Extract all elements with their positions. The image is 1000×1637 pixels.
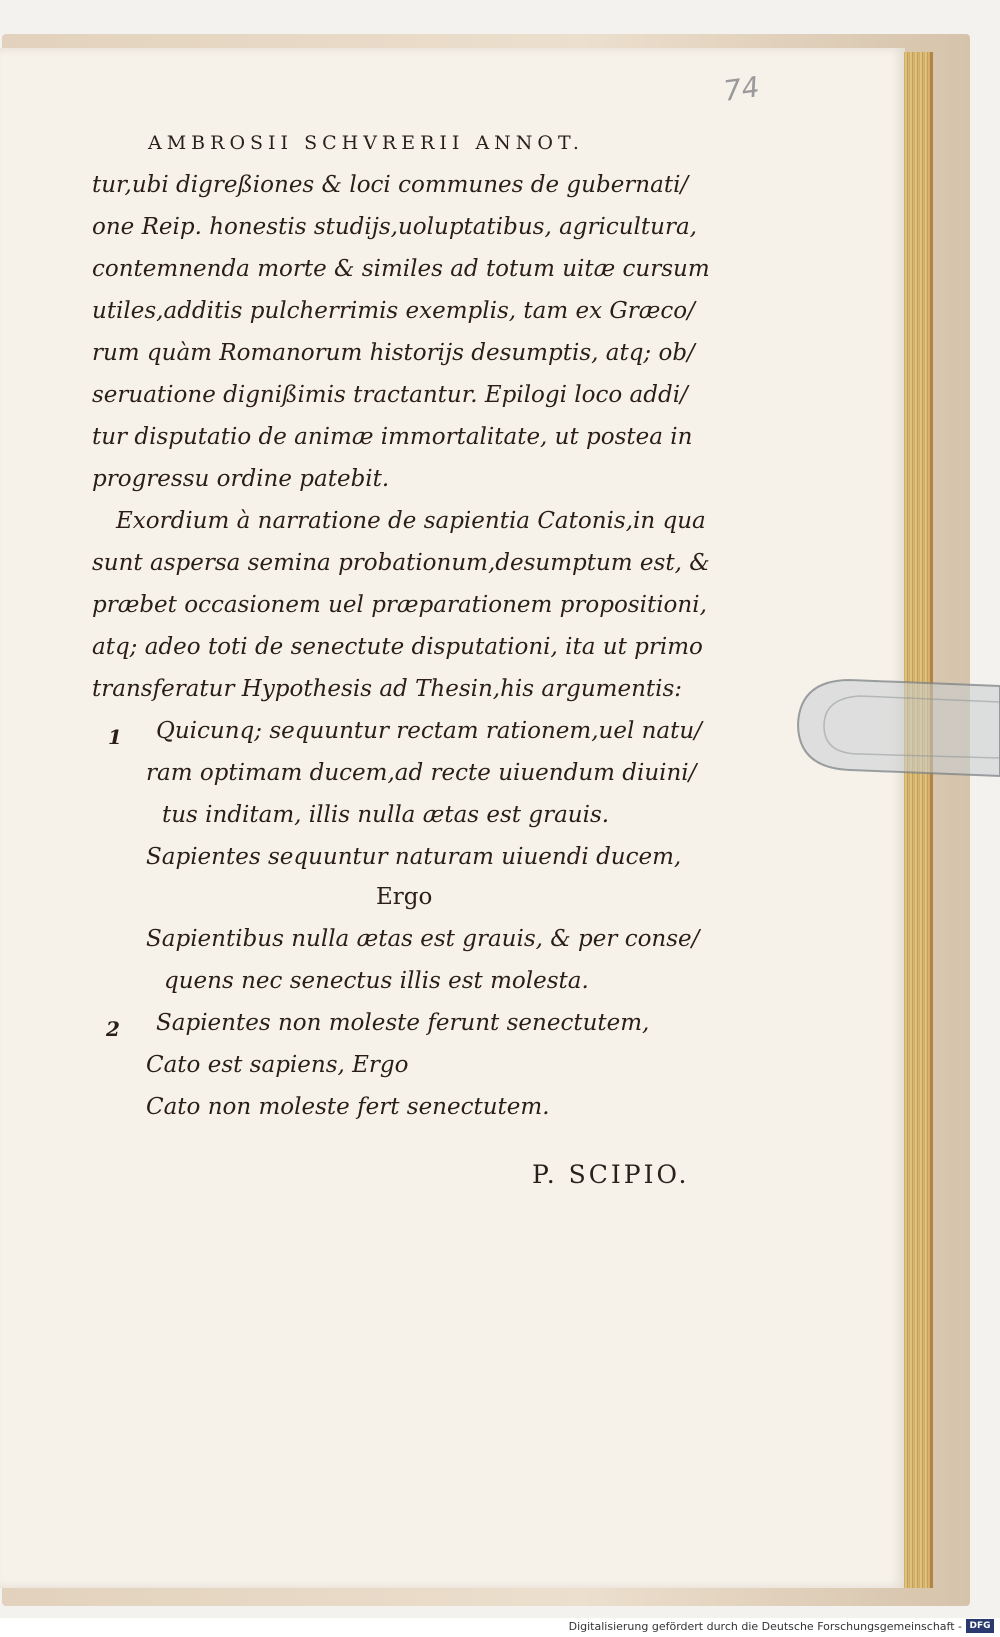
text-line: rum quàm Romanorum historijs desumptis, atq; ob/ — [92, 340, 695, 366]
text-line: progressu ordine patebit. — [92, 466, 390, 492]
text-line: utiles,additis pulcherrimis exemplis, tam ex Græco/ — [92, 298, 695, 324]
page-clip — [790, 672, 1000, 792]
text-line: Ergo — [376, 884, 433, 910]
text-line: Quicunq; sequuntur rectam rationem,uel natu/ — [156, 718, 702, 744]
footer-credit: Digitalisierung gefördert durch die Deutsche Forschungsgemeinschaft - — [568, 1620, 962, 1633]
text-line: seruatione dignißimis tractantur. Epilogi loco addi/ — [92, 382, 688, 408]
text-line: one Reip. honestis studijs,uoluptatibus, agricultura, — [92, 214, 697, 240]
text-line: Cato non moleste fert senectutem. — [146, 1094, 550, 1120]
text-line: ram optimam ducem,ad recte uiuendum diuini/ — [146, 760, 697, 786]
argument-number: 1 — [108, 725, 122, 749]
text-line: Sapientibus nulla ætas est grauis, & per conse/ — [146, 926, 700, 952]
text-line: transferatur Hypothesis ad Thesin,his argumentis: — [92, 676, 683, 702]
text-line: Exordium à narratione de sapientia Catonis,in qua — [116, 508, 706, 534]
text-line: tur,ubi digreßiones & loci communes de gubernati/ — [92, 172, 689, 198]
folio-number: 74 — [721, 70, 762, 108]
catchword: P. SCIPIO. — [532, 1160, 690, 1189]
text-line: tus inditam, illis nulla ætas est grauis. — [162, 802, 610, 828]
text-line: præbet occasionem uel præparationem propositioni, — [92, 592, 707, 618]
text-line: tur disputatio de animæ immortalitate, ut postea in — [92, 424, 693, 450]
text-line: atq; adeo toti de senectute disputationi, ita ut primo — [92, 634, 703, 660]
text-line: sunt aspersa semina probationum,desumptum est, & — [92, 550, 710, 576]
gilt-page-edge — [904, 52, 933, 1588]
argument-number: 2 — [106, 1017, 120, 1041]
text-line: Cato est sapiens, Ergo — [146, 1052, 409, 1078]
text-line: Sapientes sequuntur naturam uiuendi ducem, — [146, 844, 682, 870]
text-line: Sapientes non moleste ferunt senectutem, — [156, 1010, 650, 1036]
dfg-logo: DFG — [966, 1619, 994, 1633]
running-head: AMBROSII SCHVRERII ANNOT. — [148, 132, 584, 154]
text-line: quens nec senectus illis est molesta. — [164, 968, 589, 994]
text-line: contemnenda morte & similes ad totum uitæ cursum — [92, 256, 710, 282]
